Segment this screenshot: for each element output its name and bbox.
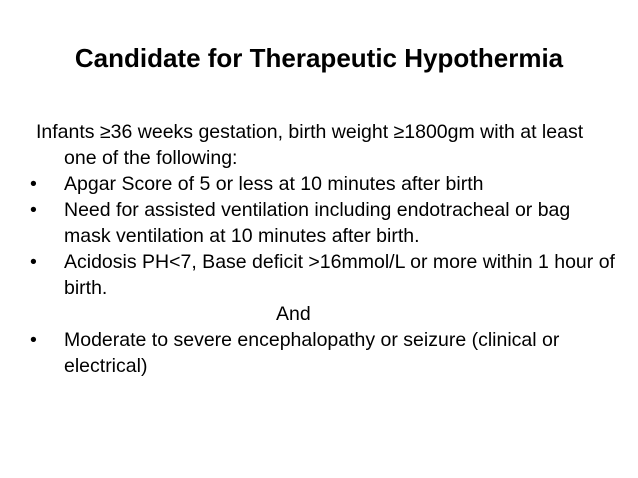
criteria-item-text: Acidosis PH<7, Base deficit >16mmol/L or more within 1 hour of birth. (64, 251, 615, 299)
bullet-icon: • (30, 251, 37, 273)
bullet-icon: • (30, 199, 37, 221)
criteria-item-encephalopathy (30, 327, 615, 379)
intro-text: Infants ≥36 weeks gestation, birth weight ≥1800gm with at least one of the following: (36, 121, 584, 169)
criteria-item-acidosis (30, 249, 615, 301)
slide-body (30, 119, 615, 379)
conjunction-text: And (276, 303, 311, 325)
criteria-item-text: Apgar Score of 5 or less at 10 minutes after birth (64, 173, 484, 195)
criteria-item-text: Moderate to severe encephalopathy or seizure (clinical or electrical) (64, 329, 560, 377)
criteria-item-ventilation (30, 197, 615, 249)
bullet-icon: • (30, 173, 37, 195)
criteria-item-apgar (30, 171, 615, 197)
bullet-icon: • (30, 329, 37, 351)
criteria-item-text: Need for assisted ventilation including endotracheal or bag mask ventilation at 10 minutes after birth. (64, 199, 571, 247)
slide-title: Candidate for Therapeutic Hypothermia (74, 43, 564, 73)
